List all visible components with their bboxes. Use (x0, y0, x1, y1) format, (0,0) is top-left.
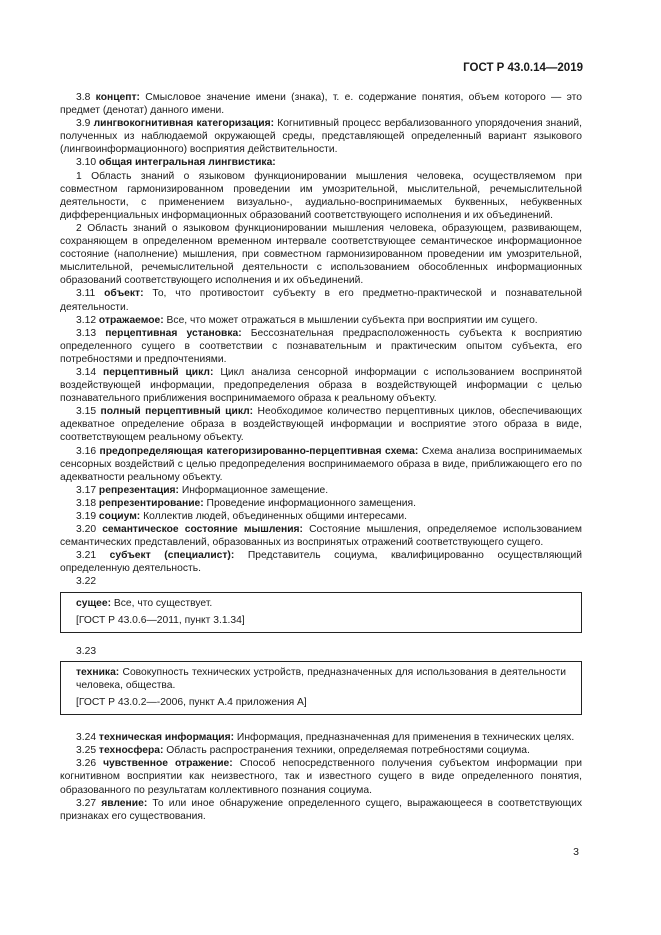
spacer (60, 719, 582, 731)
entry-3-23 (76, 666, 566, 692)
entry-term: объект: (104, 288, 144, 300)
entry-definition: Все, что существует. (111, 597, 213, 609)
entry-term: репрезентация: (98, 484, 179, 496)
entry-term: общая интегральная лингвистика: (98, 157, 276, 169)
entry-term: явление: (101, 797, 148, 809)
entry-definition: Когнитивный процесс вербализованного упорядочения знаний, полученных из наблюдаемой окружающей среды, представляющей определенный вариант языкового (лингвоинформационного) восприятия действительности. (60, 118, 582, 156)
entry-definition: Область распространения техники, определяемая потребностями социума. (163, 745, 530, 757)
entry-3-18 (60, 497, 582, 510)
entry-definition: Совокупность технических устройств, предназначенных для использования в деятельности человека, общества. (76, 666, 566, 691)
entry-3-22 (76, 597, 566, 610)
entry-number: 3.15 (76, 406, 97, 418)
entry-3-23-number: 3.23 (76, 645, 97, 657)
entry-definition: Схема анализа воспринимаемых сенсорных воздействий с целью предопределения воспринимаемого образа в виде, приближающего его по адекватности реальному объекту. (60, 445, 582, 483)
entry-definition: То или иное обнаружение определенного сущего, выражающееся в соответствующих признаках его существования. (60, 797, 582, 822)
page-number: 3 (573, 846, 579, 858)
entry-number: 3.21 (76, 550, 97, 562)
entry-number: 3.27 (76, 797, 97, 809)
entry-definition: Цикл анализа сенсорной информации с использованием воспринятой воздействующей информации, предопределения образа в воздействующей информации с целью познавательного приближения воспринимаемого образа к реальному объекту. (60, 366, 583, 405)
entry-definition: Информационное замещение. (178, 484, 329, 496)
entry-3-27 (60, 797, 582, 823)
entry-term: предопределяющая категоризированно-перцептивная схема: (99, 445, 419, 457)
entry-3-12 (60, 314, 582, 327)
entry-number: 3.19 (76, 511, 97, 522)
entry-term: перцептивная установка: (105, 327, 242, 339)
source-reference: [ГОСТ Р 43.0.2—-2006, пункт А.4 приложения А] (76, 697, 307, 709)
entry-number: 3.18 (76, 497, 97, 509)
entry-3-19 (60, 510, 582, 523)
entry-term: техническая информация: (98, 732, 235, 744)
entry-3-10-definition-2: 2 Область знаний о языковом функционировании мышления человека, образующем, развивающем, сохраняющем в определенном временном интервале соответствующее семантическое информационное состояние (наполнение) мышления, при совместном гармонизированном проведении им умозрительной, мыслительной, речемыслительной деятельности с использованием обособленных информационных образований соответствующего исполнения и их объединений. (60, 222, 582, 287)
entry-definition: Состояние мышления, определяемое использованием семантических представлений, образованных из воспринятых отражений соответствующего сущего. (60, 524, 582, 549)
entry-3-16 (60, 445, 582, 484)
entry-3-10 (60, 156, 582, 169)
entry-definition: Способ непосредственного получения субъектом информации при когнитивном восприятии как неизвестного, так и известного сущего в виде определенного понятия, образованного по результатам коллективного познания социума. (60, 758, 582, 796)
source-reference: [ГОСТ Р 43.0.6—2011, пункт 3.1.34] (76, 614, 245, 626)
entry-term: семантическое состояние мышления: (102, 524, 303, 536)
entry-3-8 (60, 91, 582, 117)
entry-number: 3.17 (76, 484, 97, 496)
entry-3-17 (60, 484, 582, 497)
entry-number: 3.12 (76, 314, 97, 326)
entry-definition: Информация, предназначенная для применения в технических целях. (234, 732, 575, 744)
entry-number: 3.20 (76, 524, 97, 536)
entry-3-14 (60, 366, 582, 405)
entry-definition: Бессознательная предрасположенность субъекта к восприятию определенного сущего в соответствии с познавательным и практическим опытом субъекта, его потребностями и предпочтениями. (60, 327, 582, 365)
entry-term: концепт: (95, 92, 140, 103)
spacer (60, 637, 582, 645)
entry-number: 3.13 (76, 327, 97, 339)
entry-definition: Смысловое значение имени (знака), т. е. содержание понятия, объем которого — это предмет (денотат) данного имени. (60, 92, 582, 117)
entry-3-13 (60, 327, 582, 366)
quoted-definition-box (60, 592, 582, 633)
entry-term: сущее: (76, 597, 112, 609)
entry-definition: Коллектив людей, объединенных общими интересами. (140, 511, 407, 522)
entry-number: 3.16 (76, 445, 97, 457)
entry-term: техносфера: (98, 745, 164, 757)
entry-number: 3.14 (76, 366, 97, 378)
entry-3-22-number: 3.22 (76, 576, 97, 588)
entry-definition: Проведение информационного замещения. (203, 497, 416, 509)
entry-term: техника: (76, 666, 120, 678)
entry-term: репрезентирование: (98, 497, 204, 509)
document-body (60, 91, 582, 823)
entry-3-10-definition-1: 1 Область знаний о языковом функционировании мышления человека, осуществляемом при совместном гармонизированном проведении им умозрительной, мыслительной, речемыслительной деятельности, с применением визуально-, аудиально-воспринимаемых буквенных, небуквенных дифференциальных информационных образований соответствующего исполнения и их объединений. (60, 170, 582, 221)
entry-number: 3.24 (76, 732, 97, 744)
entry-term: чувственное отражение: (103, 758, 233, 770)
entry-term: субъект (специалист): (109, 550, 235, 562)
entry-definition: Представитель социума, квалифицированно осуществляющий определенную деятельность. (60, 550, 582, 575)
entry-number: 3.26 (76, 758, 97, 770)
entry-definition: Необходимое количество перцептивных циклов, обеспечивающих адекватное определение образа в воздействующей информации и восприятие этого образа в виде, соответствующем реальному объекту. (60, 406, 582, 444)
entry-term: лингвокогнитивная категоризация: (93, 118, 275, 130)
entry-term: социум: (98, 511, 141, 522)
entry-3-9 (60, 117, 582, 156)
entry-3-15 (60, 405, 582, 444)
entry-number: 3.9 (76, 118, 91, 130)
entry-term: перцептивный цикл: (102, 366, 214, 378)
entry-3-11 (60, 287, 582, 313)
entry-number: 3.11 (76, 288, 96, 300)
entry-3-21 (60, 549, 582, 575)
entry-3-24 (60, 731, 582, 744)
entry-definition: То, что противостоит субъекту в его предметно-практической и познавательной деятельности. (60, 288, 582, 313)
entry-term: полный перцептивный цикл: (100, 406, 254, 418)
entry-3-26 (60, 757, 582, 796)
document-header: ГОСТ Р 43.0.14—2019 (463, 62, 583, 74)
entry-definition: Все, что может отражаться в мышлении субъекта при восприятии им сущего. (163, 314, 538, 326)
entry-number: 3.10 (76, 157, 97, 169)
entry-number: 3.25 (76, 745, 97, 757)
entry-3-25 (60, 744, 582, 757)
quoted-definition-box (60, 661, 582, 715)
entry-3-20 (60, 523, 582, 549)
entry-number: 3.8 (76, 92, 91, 103)
entry-term: отражаемое: (98, 314, 164, 326)
